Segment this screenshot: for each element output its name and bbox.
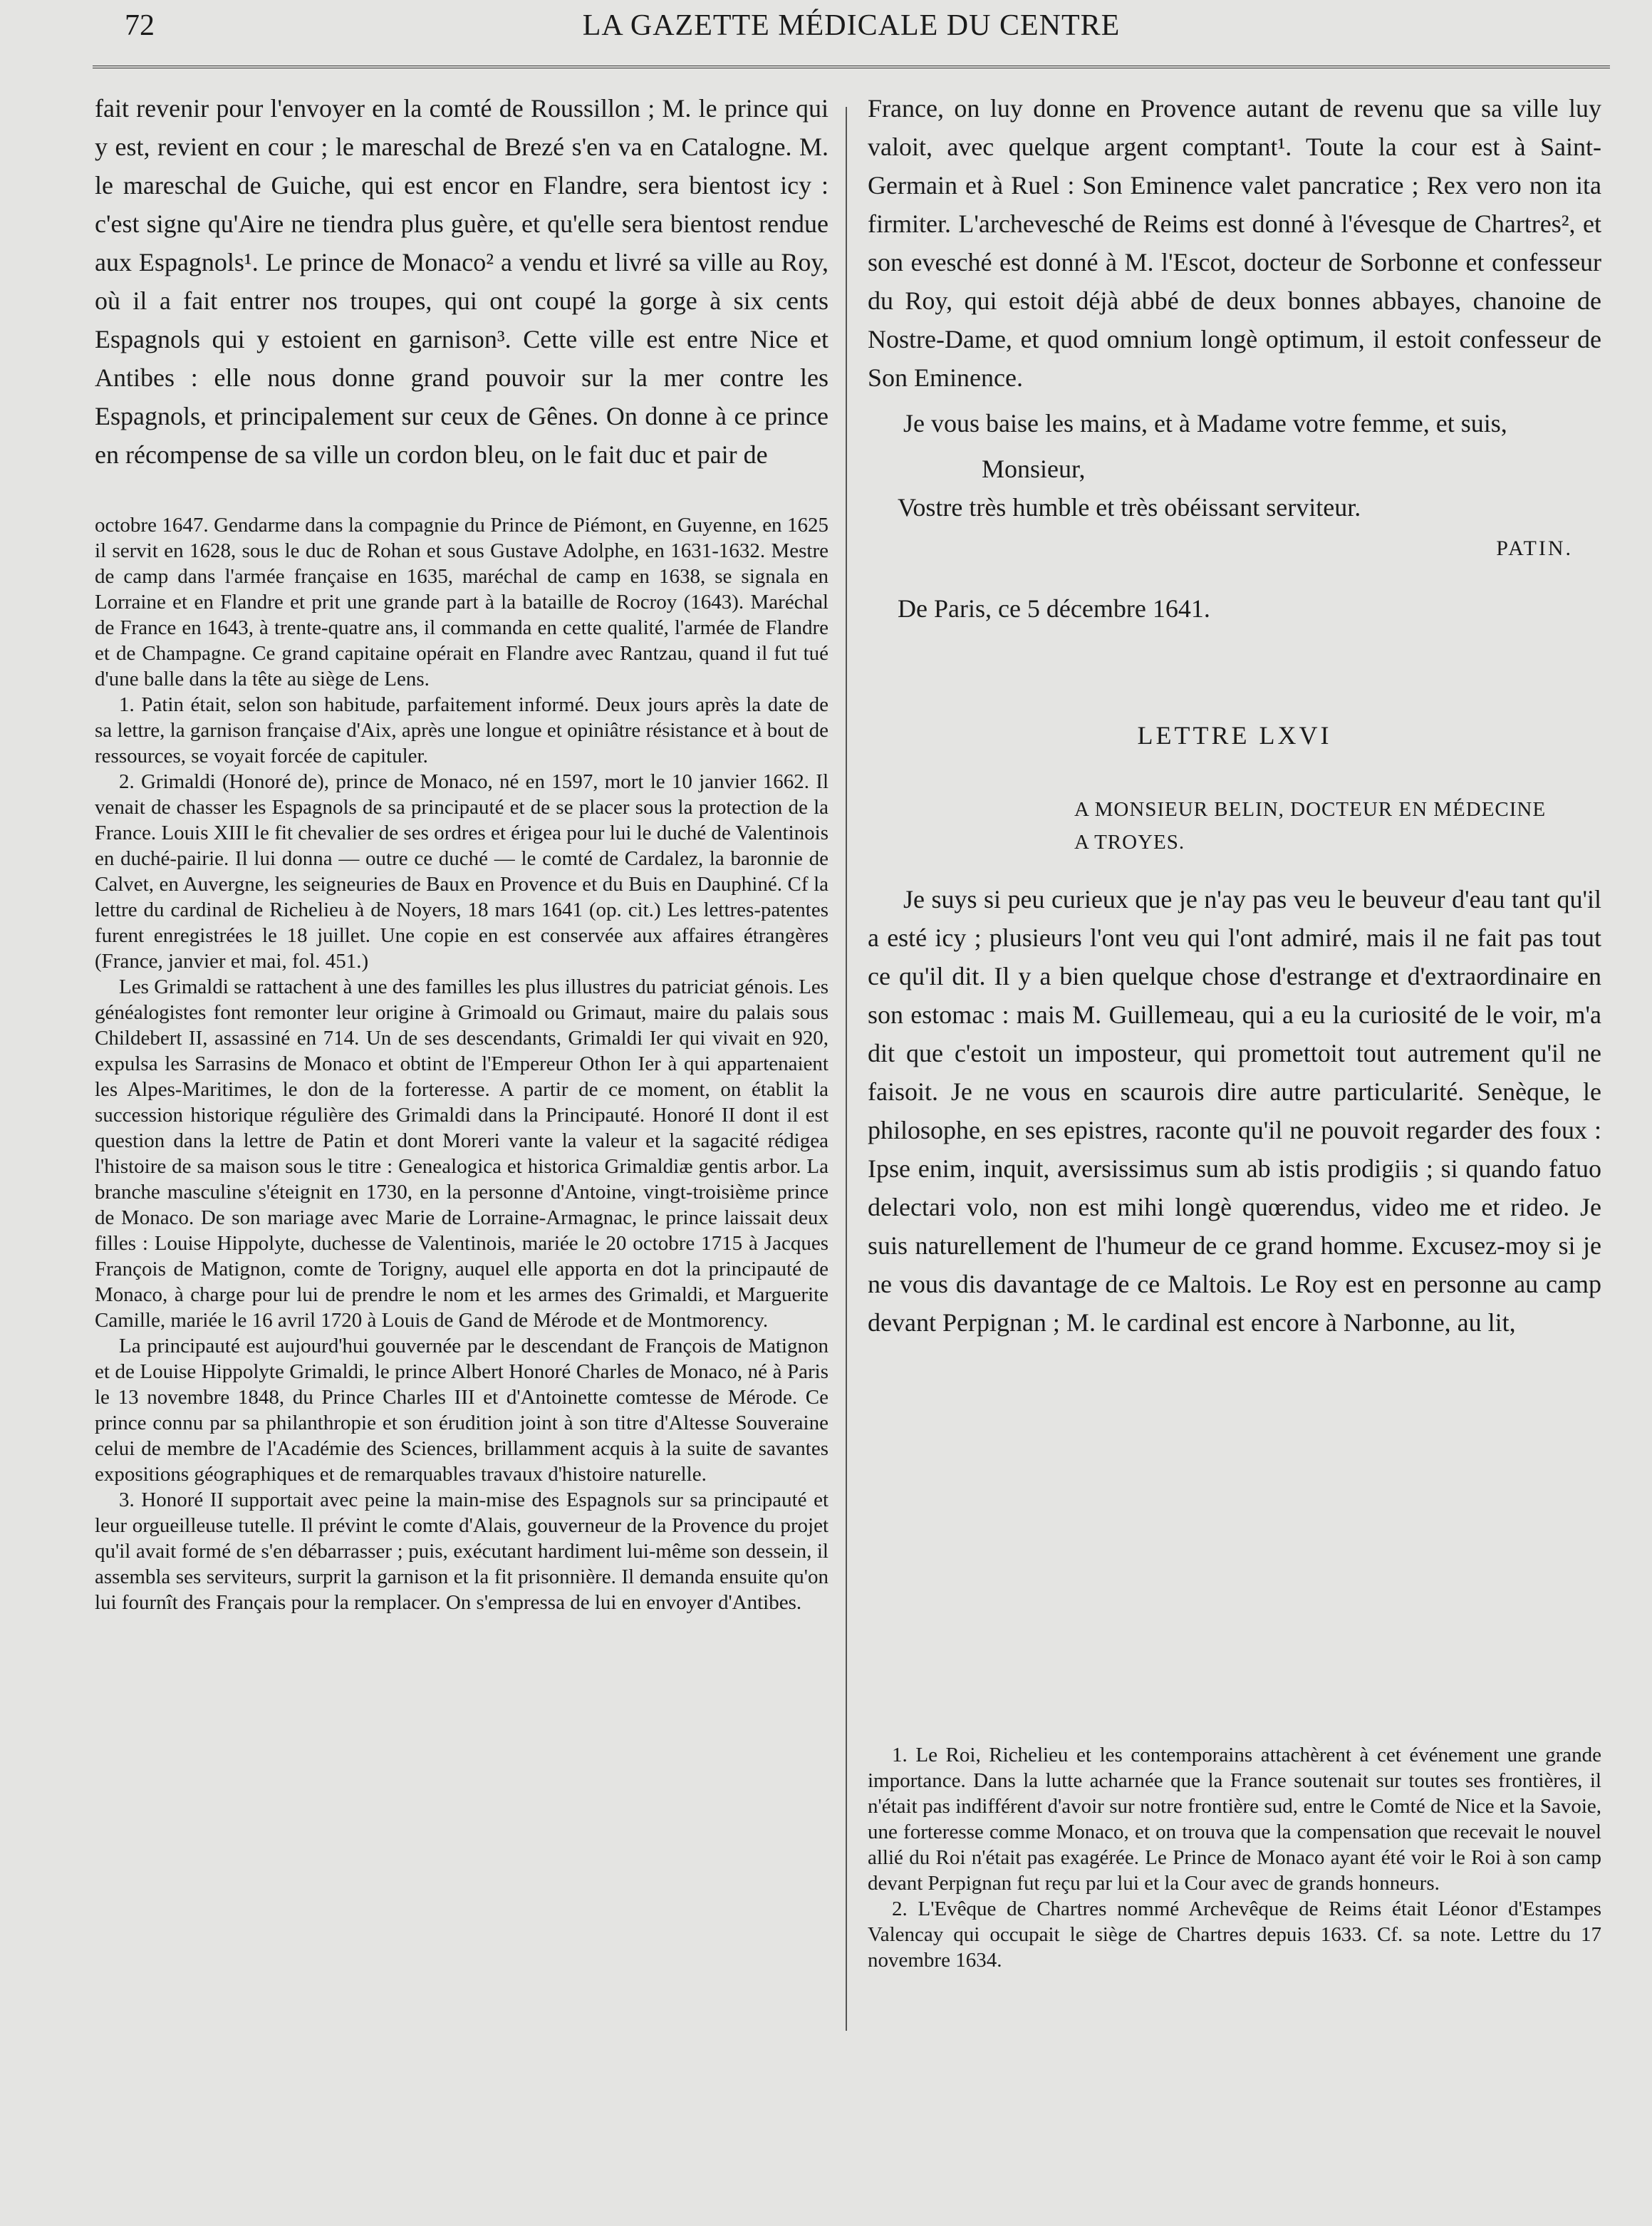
right-footnote-2: 2. L'Evêque de Chartres nommé Archevêque de Reims était Léonor d'Estampes Valencay qui occupait le siège de Chartres depuis 1633. Cf. sa note. Lettre du 17 novembre 1634. <box>868 1898 1601 1972</box>
addressee <box>868 793 1601 859</box>
left-footnotes <box>95 512 828 1615</box>
column-divider <box>846 107 847 2031</box>
footnote-2: 2. Grimaldi (Honoré de), prince de Monaco, né en 1597, mort le 10 janvier 1662. Il venait de chasser les Espagnols de sa principauté et de se placer sous la protection de la France. Louis XIII le fit chevalier de ses ordres et érigea pour lui le duché de Valentinois en duché-pairie. Il lui donna — outre ce duché — le comté de Cardalez, la baronnie de Calvet, en Auvergne, les seigneuries de Baux en Provence et du Buis en Dauphiné. Cf la lettre du cardinal de Richelieu à de Noyers, 18 mars 1641 (op. cit.) Les lettres-patentes furent enregistrées le 18 juillet. Une copie en est conservée aux affaires étrangères (France, janvier et mai, fol. 451.) <box>95 770 828 973</box>
dateline: De Paris, ce 5 décembre 1641. <box>898 594 1210 623</box>
letter-title: LETTRE LXVI <box>1137 721 1332 750</box>
salutation: Monsieur, <box>982 455 1086 483</box>
footnote-3: 3. Honoré II supportait avec peine la main-mise des Espagnols sur sa principauté et leur orgueilleuse tutelle. Il prévint le comte d'Alais, gouverneur de la Provence du projet qu'il avait formé de s'en débarrasser ; puis, exécutant hardiment lui-même son dessein, il assembla ses serviteurs, surprit la garnison et la fit prisonnière. Il demanda ensuite qu'on lui fournît des Français pour la remplacer. On s'empressa de lui en envoyer d'Antibes. <box>95 1489 828 1614</box>
addressee-line-2: A TROYES. <box>1074 831 1185 854</box>
footnote-1: 1. Patin était, selon son habitude, parfaitement informé. Deux jours après la date de sa lettre, la garnison française d'Aix, après une longue et opiniâtre résistance et à bout de ressources, se voyait forcée de capituler. <box>95 693 828 767</box>
running-title: LA GAZETTE MÉDICALE DU CENTRE <box>582 9 1121 42</box>
servant-formula: Vostre très humble et très obéissant serviteur. <box>898 493 1361 522</box>
right-body-text: France, on luy donne en Provence autant de revenu que sa ville luy valoit, avec quelque argent comptant¹. Toute la cour est à Saint-Germain et à Ruel : Son Eminence valet pancratice ; Rex vero non ita firmiter. L'archevesché de Reims est donné à l'évesque de Chartres², et son evesché est donné à M. l'Escot, docteur de Sorbonne et confesseur du Roy, qui estoit déjà abbé de deux bonnes abbayes, chanoine de Nostre-Dame, et quod omnium longè optimum, il estoit confesseur de Son Eminence. <box>868 94 1601 392</box>
footnote-2-principality: La principauté est aujourd'hui gouvernée par le descendant de François de Matignon et de Louise Hippolyte Grimaldi, le prince Albert Honoré Charles de Monaco, né à Paris le 13 novembre 1848, du Prince Charles III et d'Antoinette comtesse de Mérode. Ce prince connu par sa philanthropie et son érudition joint à son titre d'Altesse Souveraine celui de membre de l'Académie des Sciences, brillamment acquis à la suite de savantes expositions géographiques et de remarquables travaux d'histoire naturelle. <box>95 1335 828 1486</box>
page-number: 72 <box>125 9 155 42</box>
letter-body: Je suys si peu curieux que je n'ay pas veu le beuveur d'eau tant qu'il a esté icy ; plusieurs l'ont veu qui l'ont admiré, mais il ne fait pas tout ce qu'il dit. Il y a bien quelque chose d'estrange et d'extraordinaire en son estomac : mais M. Guillemeau, qui a eu la curiosité de le voir, m'a dit que c'estoit un imposteur, qui promettoit tout autrement qu'il ne faisoit. Je ne vous en scaurois dire autre particularité. Senèque, le philosophe, en ses epistres, raconte qu'il ne pouvoit regarder des foux : Ipse enim, inquit, aversissimus sum ab istis prodigiis ; si quando fatuo delectari volo, non est mihi longè quœrendus, video me et rideo. Je suis naturellement de l'humeur de ce grand homme. Excusez-moy si je ne vous dis davantage de ce Maltois. Le Roy est en personne au camp devant Perpignan ; M. le cardinal est encore à Narbonne, au lit, <box>868 885 1601 1337</box>
addressee-line-1: A MONSIEUR BELIN, DOCTEUR EN MÉDECINE <box>1074 798 1547 821</box>
right-footnotes <box>868 1742 1601 1973</box>
page-header <box>93 9 1610 51</box>
signature: PATIN. <box>1496 537 1573 560</box>
right-footnote-1: 1. Le Roi, Richelieu et les contemporains attachèrent à cet événement une grande importance. Dans la lutte acharnée que la France soutenait sur toutes ses frontières, il n'était pas indifférent d'avoir sur notre frontière sud, entre le Comté de Nice et la Savoie, une forteresse comme Monaco, et on trouva que la compensation que recevait le nouvel allié du Roi n'était pas exagérée. Le Prince de Monaco ayant été voir le Roi à son camp devant Perpignan fut reçu par lui et la Cour avec de grands honneurs. <box>868 1744 1601 1895</box>
closing-paragraph: Je vous baise les mains, et à Madame votre femme, et suis, <box>903 409 1507 438</box>
footnote-2-grimaldi: Les Grimaldi se rattachent à une des familles les plus illustres du patriciat génois. Les généalogistes font remonter leur origine à Grimoald ou Grimaut, maire du palais sous Childebert II, assassiné en 714. Un de ses descendants, Grimaldi Ier qui vivait en 920, expulsa les Sarrasins de Monaco et obtint de l'Empereur Othon Ier à qui appartenaient les Alpes-Maritimes, le don de la forteresse. A partir de ce moment, on établit la succession historique régulière des Grimaldi dans la Principauté. Honoré II dont il est question dans la lettre de Patin et dont Moreri vante la valeur et la sagacité rédigea l'histoire de sa maison sous le titre : Genealogica et historica Grimaldiæ gentis arbor. La branche masculine s'éteignit en 1730, en la personne d'Antoine, vingt-troisième prince de Monaco. De son mariage avec Marie de Lorraine-Armagnac, le prince laissait deux filles : Louise Hippolyte, duchesse de Valentinois, mariée le 20 octobre 1715 à Jacques François de Matignon, comte de Torigny, auquel elle apporta en dot la principauté de Monaco, à charge pour lui de prendre le nom et les armes des Grimaldi, et Marguerite Camille, mariée le 16 avril 1720 à Louis de Gand de Mérode et de Montmorency. <box>95 975 828 1332</box>
header-rule <box>93 66 1610 68</box>
footnote-continued: octobre 1647. Gendarme dans la compagnie du Prince de Piémont, en Guyenne, en 1625 il servit en 1628, sous le duc de Rohan et sous Gustave Adolphe, en 1631-1632. Mestre de camp dans l'armée française en 1635, maréchal de camp en 1638, se signala en Lorraine et en Flandre et prit une grande part à la bataille de Rocroy (1643). Maréchal de France en 1643, à trente-quatre ans, il commanda en cette qualité, l'armée de Flandre et de Champagne. Ce grand capitaine opérait en Flandre avec Rantzau, quand il fut tué d'une balle dans la tête au siège de Lens. <box>95 514 828 690</box>
right-column <box>868 89 1601 1342</box>
left-body-text: fait revenir pour l'envoyer en la comté de Roussillon ; M. le prince qui y est, revient en cour ; le mareschal de Brezé s'en va en Catalogne. M. le mareschal de Guiche, qui est encor en Flandre, sera bientost icy : c'est signe qu'Aire ne tiendra plus guère, et qu'elle sera bientost rendue aux Espagnols¹. Le prince de Monaco² a vendu et livré sa ville au Roy, où il a fait entrer nos troupes, qui ont coupé la gorge à six cents Espagnols qui y estoient en garnison³. Cette ville est entre Nice et Antibes : elle nous donne grand pouvoir sur la mer contre les Espagnols, et principalement sur ceux de Gênes. On donne à ce prince en récompense de sa ville un cordon bleu, on le fait duc et pair de <box>95 94 828 469</box>
left-column <box>95 89 828 1615</box>
